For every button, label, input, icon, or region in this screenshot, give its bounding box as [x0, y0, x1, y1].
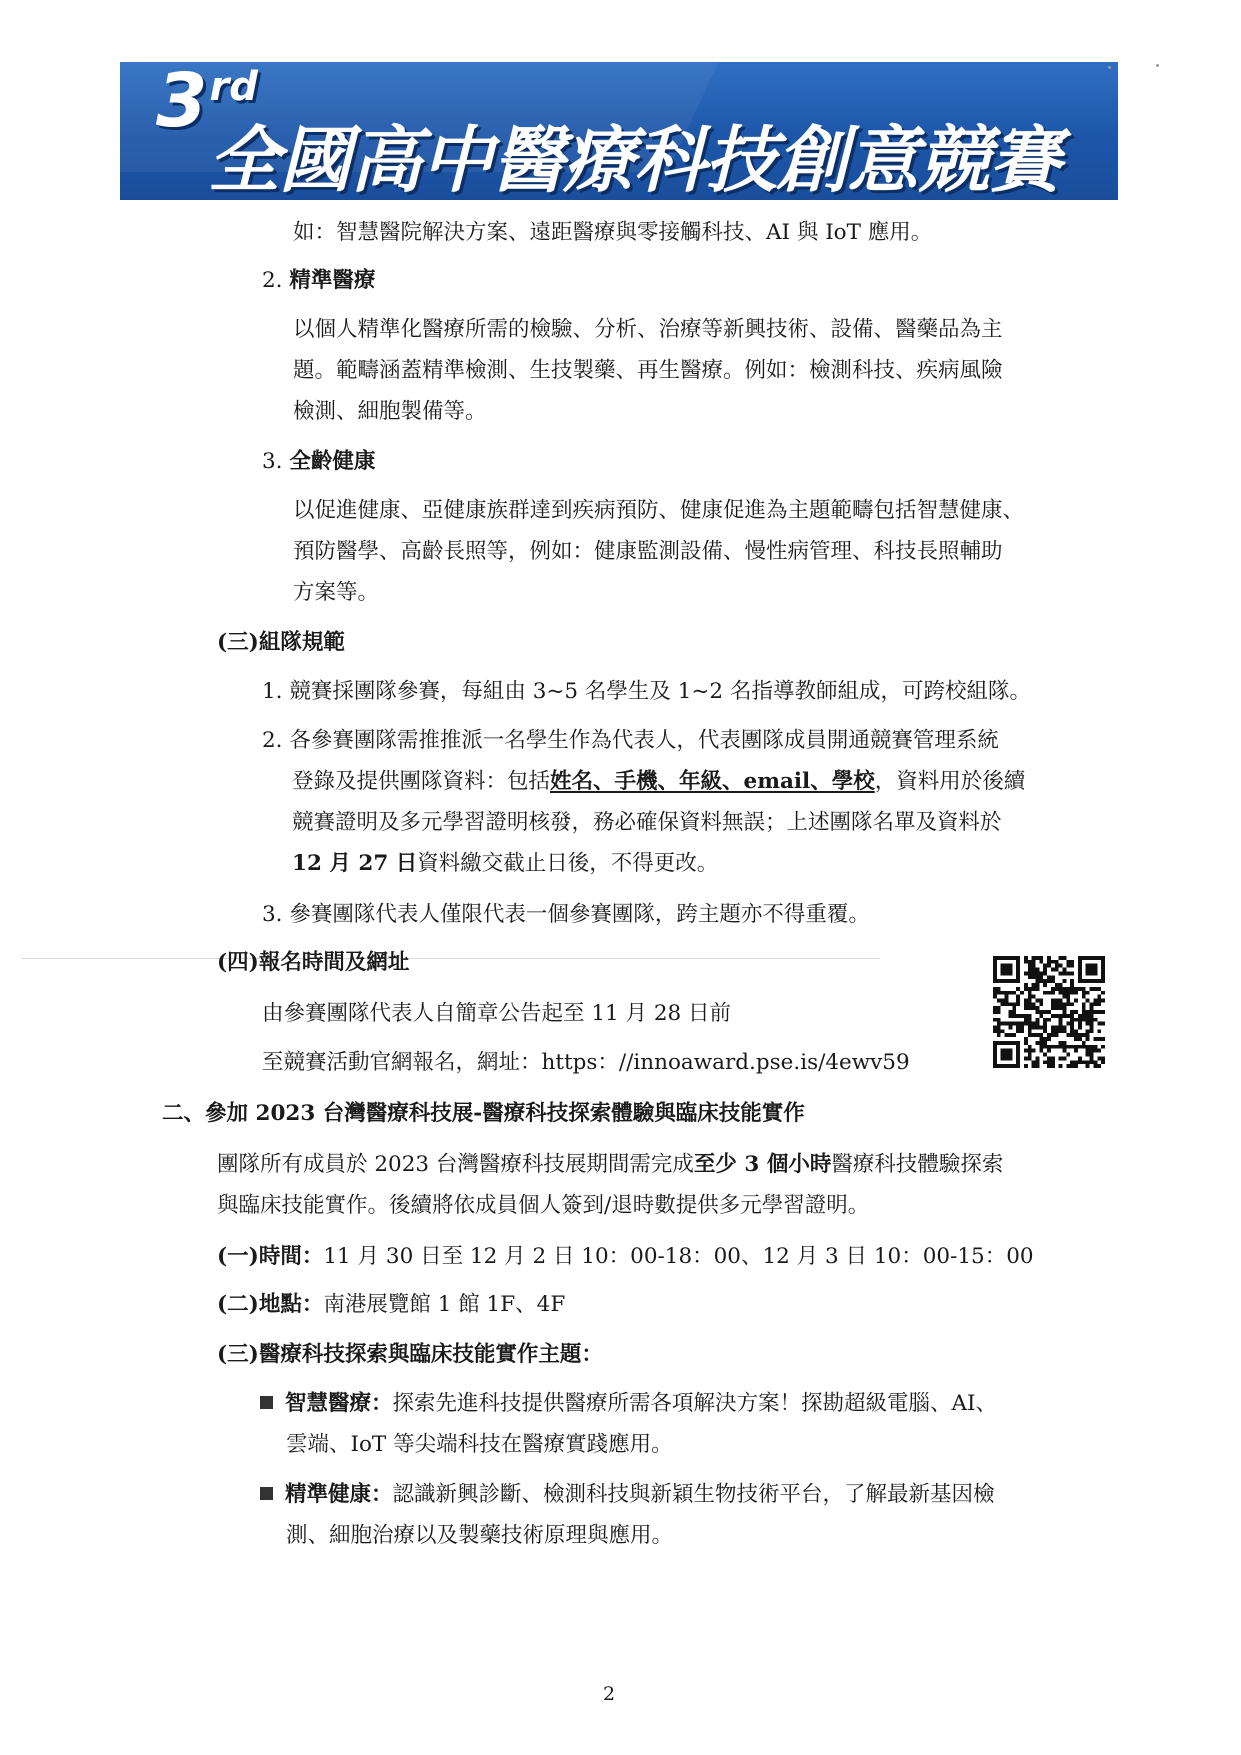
team-rule-2-line-1	[262, 730, 999, 752]
team-rule-2-text: 各參賽團隊需推推派一名學生作為代表人，代表團隊成員開通競賽管理系統	[289, 728, 999, 753]
theme-bullet-2-line-2: 測、細胞治療以及製藥技術原理與應用。	[286, 1523, 674, 1548]
team-rule-2-line-3: 競賽證明及多元學習證明核發，務必確保資料無誤；上述團隊名單及資料於	[292, 810, 1002, 835]
registration-heading: (四)報名時間及網址	[217, 950, 410, 975]
topic3-title: 全齡健康	[289, 449, 376, 474]
themes-heading: (三)醫療科技探索與臨床技能實作主題：	[217, 1342, 603, 1367]
theme-bullet-1	[260, 1393, 997, 1415]
topic2-line-1: 以個人精準化醫療所需的檢驗、分析、治療等新興技術、設備、醫藥品為主	[293, 317, 1003, 342]
part2-time	[217, 1246, 1034, 1268]
square-bullet-icon	[260, 1487, 273, 1500]
team-rule-2-num: 2.	[262, 728, 283, 753]
team-rule-1	[262, 681, 1031, 703]
topic3-line-2: 預防醫學、高齡長照等，例如：健康監測設備、慢性病管理、科技長照輔助	[293, 539, 1003, 564]
topic2-num: 2.	[262, 268, 283, 293]
team-rule-3	[262, 904, 870, 926]
part2-para-line-2: 與臨床技能實作。後續將依成員個人簽到/退時數提供多元學習證明。	[217, 1193, 870, 1218]
example-line: 如：智慧醫院解決方案、遠距醫療與零接觸科技、AI 與 IoT 應用。	[293, 220, 933, 245]
topic2-title: 精準醫療	[289, 268, 376, 293]
team-rule-1-text: 競賽採團隊參賽，每組由 3~5 名學生及 1~2 名指導教師組成，可跨校組隊。	[289, 679, 1031, 704]
team-rule-3-num: 3.	[262, 902, 283, 927]
time-label: (一)時間：	[217, 1244, 324, 1269]
topic2-line-3: 檢測、細胞製備等。	[293, 399, 487, 424]
team-rule-2-line-2	[292, 771, 1025, 793]
square-bullet-icon	[260, 1396, 273, 1409]
banner-title: 全國高中醫療科技創意競賽	[208, 118, 1061, 200]
scan-speck	[1156, 64, 1159, 67]
theme-bullet-2	[260, 1484, 995, 1506]
required-fields: 姓名、手機、年級、email、學校	[550, 769, 875, 794]
team-rule-1-num: 1.	[262, 679, 283, 704]
qr-code[interactable]	[993, 956, 1105, 1068]
edition-suffix: rd	[209, 64, 258, 110]
topic3-num: 3.	[262, 449, 283, 474]
topic2-heading	[262, 270, 375, 292]
team-rule-2-line-4	[292, 853, 718, 875]
topic3-line-3: 方案等。	[293, 580, 380, 605]
theme-2-label: 精準健康：	[285, 1482, 393, 1507]
place-label: (二)地點：	[217, 1292, 324, 1317]
registration-line-2[interactable]: 至競賽活動官網報名，網址：https：//innoaward.pse.is/4ewv59	[262, 1050, 910, 1075]
team-rule-2-deadline-text: 資料繳交截止日後，不得更改。	[417, 851, 719, 876]
min-hours: 至少 3 個小時	[693, 1152, 832, 1177]
part2-place	[217, 1294, 565, 1316]
deadline-date: 12 月 27 日	[292, 851, 418, 876]
edition-number: 3	[156, 62, 208, 144]
part2-para-line-1	[217, 1154, 1003, 1176]
team-rules-heading: (三)組隊規範	[217, 630, 345, 655]
theme-2-text: 認識新興診斷、檢測科技與新穎生物技術平台，了解最新基因檢	[392, 1482, 995, 1507]
page-number: 2	[603, 1683, 616, 1705]
time-value: 11 月 30 日至 12 月 2 日 10：00-18：00、12 月 3 日 10：00-15：00	[323, 1244, 1034, 1269]
topic2-line-2: 題。範疇涵蓋精準檢測、生技製藥、再生醫療。例如：檢測科技、疾病風險	[293, 358, 1003, 383]
team-rule-3-text: 參賽團隊代表人僅限代表一個參賽團隊，跨主題亦不得重覆。	[289, 902, 870, 927]
scan-speck	[1108, 66, 1111, 69]
theme-bullet-1-line-2: 雲端、IoT 等尖端科技在醫療實踐應用。	[286, 1432, 673, 1457]
theme-1-text: 探索先進科技提供醫療所需各項解決方案！探勘超級電腦、AI、	[392, 1391, 998, 1416]
registration-line-1: 由參賽團隊代表人自簡章公告起至 11 月 28 日前	[262, 1001, 732, 1026]
topic3-heading	[262, 451, 375, 473]
part2-heading: 二、參加 2023 台灣醫療科技展-醫療科技探索體驗與臨床技能實作	[162, 1101, 805, 1126]
team-rule-2-post: ，資料用於後續	[874, 769, 1026, 794]
scan-line	[22, 958, 880, 959]
team-rule-2-pre: 登錄及提供團隊資料：包括	[292, 769, 551, 794]
header-banner	[120, 62, 1118, 200]
topic3-line-1: 以促進健康、亞健康族群達到疾病預防、健康促進為主題範疇包括智慧健康、	[293, 498, 1025, 523]
part2-para-post: 醫療科技體驗探索	[831, 1152, 1004, 1177]
part2-para-pre: 團隊所有成員於 2023 台灣醫療科技展期間需完成	[217, 1152, 694, 1177]
theme-1-label: 智慧醫療：	[285, 1391, 393, 1416]
place-value: 南港展覽館 1 館 1F、4F	[323, 1292, 566, 1317]
